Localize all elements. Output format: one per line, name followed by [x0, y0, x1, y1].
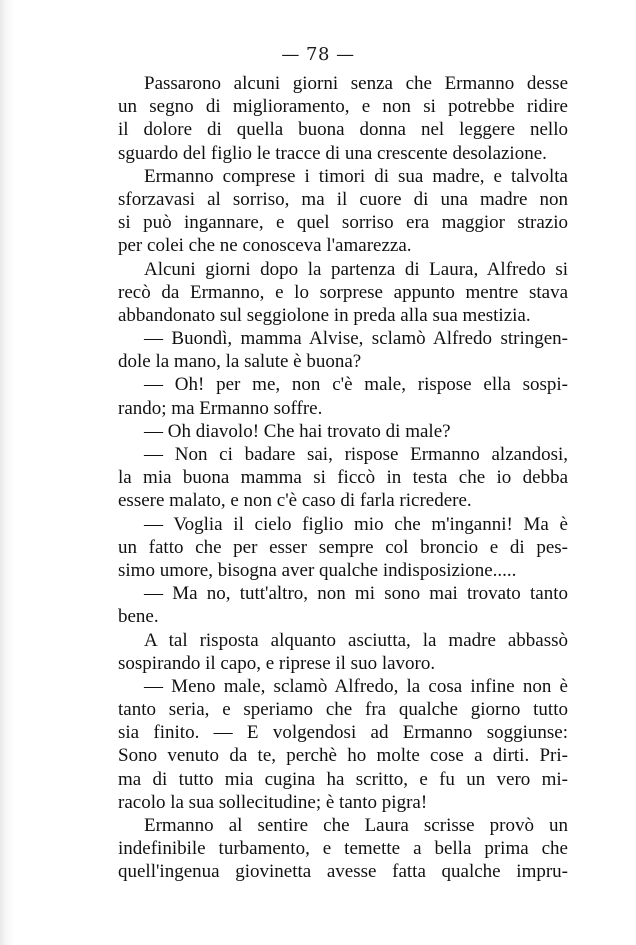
text-line: un fatto che per esser sempre col broncio e di pes-: [118, 536, 568, 558]
text-line: simo umore, bisogna aver qualche indisposizione.....: [118, 559, 517, 581]
text-line: la mia buona mamma si ficcò in testa che io debba: [118, 467, 568, 489]
text-line: — Meno male, sclamò Alfredo, la cosa infine non è: [144, 675, 568, 697]
text-line: dole la mano, la salute è buona?: [118, 351, 362, 373]
text-line: sospirando il capo, e riprese il suo lavoro.: [118, 652, 436, 674]
text-line: racolo la sua sollecitudine; è tanto pigra!: [118, 791, 428, 813]
page-number: — 78 —: [281, 44, 355, 65]
text-line: — Buondì, mamma Alvise, sclamò Alfredo stringen-: [144, 328, 568, 350]
text-line: A tal risposta alquanto asciutta, la madre abbassò: [144, 629, 568, 651]
text-line: abbandonato sul seggiolone in preda alla sua mestizia.: [118, 304, 531, 326]
text-line: — Oh diavolo! Che hai trovato di male?: [144, 420, 451, 442]
text-line: essere malato, e non c'è caso di farla ricredere.: [118, 490, 472, 512]
text-line: si può ingannare, e quel sorriso era maggior strazio: [118, 212, 568, 234]
text-line: indefinibile turbamento, e temette a bella prima che: [118, 838, 568, 860]
text-line: bene.: [118, 606, 159, 628]
text-line: — Oh! per me, non c'è male, rispose ella sospi-: [144, 374, 568, 396]
text-line: — Ma no, tutt'altro, non mi sono mai trovato tanto: [144, 583, 568, 605]
text-line: sia finito. — E volgendosi ad Ermanno soggiunse:: [118, 722, 568, 744]
text-line: Sono venuto da te, perchè ho molte cose a dirti. Pri-: [118, 745, 568, 767]
text-line: recò da Ermanno, e lo sorprese appunto mentre stava: [118, 281, 568, 303]
text-line: Alcuni giorni dopo la partenza di Laura, Alfredo si: [144, 258, 568, 280]
text-line: Ermanno comprese i timori di sua madre, e talvolta: [144, 165, 568, 187]
text-line: ma di tutto mia cugina ha scritto, e fu un vero mi-: [118, 768, 568, 790]
text-line: tanto seria, e speriamo che fra qualche giorno tutto: [118, 699, 568, 721]
body-text: [118, 72, 568, 884]
text-line: quell'ingenua giovinetta avesse fatta qualche impru-: [118, 861, 568, 883]
text-line: per colei che ne conosceva l'amarezza.: [118, 235, 412, 257]
text-line: un segno di miglioramento, e non si potrebbe ridire: [118, 96, 568, 118]
text-line: Ermanno al sentire che Laura scrisse provò un: [144, 815, 568, 836]
text-line: — Non ci badare sai, rispose Ermanno alzandosi,: [144, 444, 568, 465]
text-line: rando; ma Ermanno soffre.: [118, 397, 323, 419]
text-line: sguardo del figlio le tracce di una crescente desolazione.: [118, 142, 547, 164]
text-line: — Voglia il cielo figlio mio che m'inganni! Ma è: [144, 513, 568, 535]
text-line: il dolore di quella buona donna nel leggere nello: [118, 119, 568, 141]
text-line: Passarono alcuni giorni senza che Ermanno desse: [144, 73, 568, 94]
text-line: sforzavasi al sorriso, ma il cuore di una madre non: [118, 188, 568, 210]
